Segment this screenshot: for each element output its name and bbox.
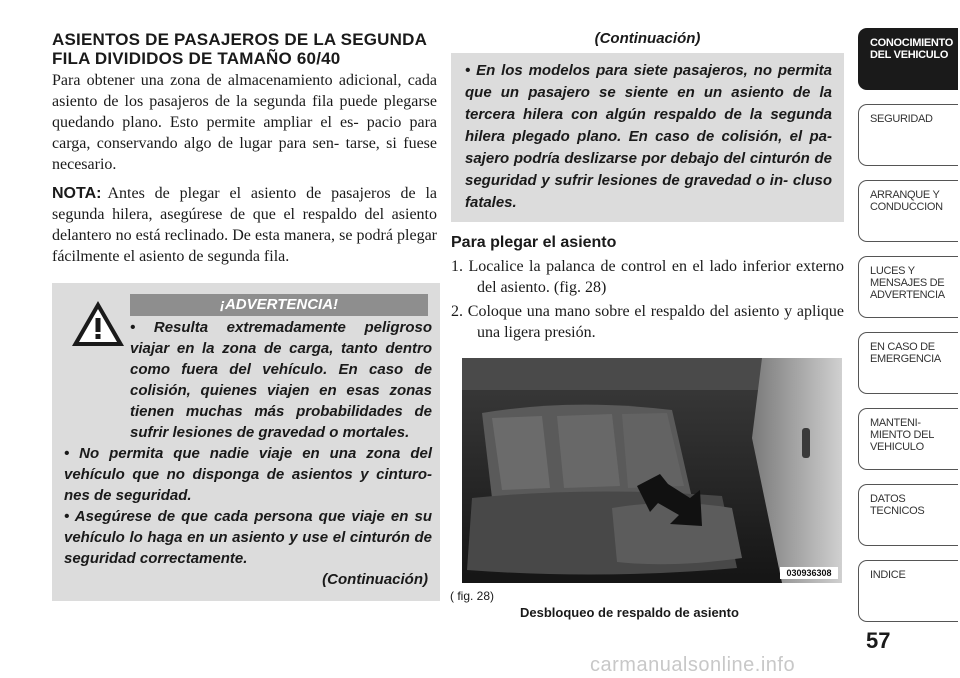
step-item: 1. Localice la palanca de control en el lado inferior externo del asiento. (fig. 28) [451, 258, 844, 296]
note-paragraph [52, 183, 437, 267]
tab-indice[interactable]: INDICE [858, 560, 958, 622]
watermark: carmanualsonline.info [590, 654, 796, 676]
tab-arranque-y-conduccion[interactable]: ARRANQUE Y CONDUCCION [858, 180, 958, 242]
section-title: ASIENTOS DE PASAJEROS DE LA SEGUNDA FILA DIVIDIDOS DE TAMAÑO 60/40 [52, 30, 427, 68]
tab-conocimiento-del-vehiculo[interactable]: CONOCIMIENTO DEL VEHICULO [858, 28, 958, 90]
step-item: 2. Coloque una mano sobre el respaldo del asiento y aplique una ligera presión. [451, 303, 844, 341]
seat-photo-illustration [462, 358, 842, 583]
tab-luces-y-mensajes[interactable]: LUCES Y MENSAJES DE ADVERTENCIA [858, 256, 958, 318]
note-text: Antes de plegar el asiento de pasajeros de la segunda hilera, asegúrese de que el respaldo del asiento delantero no está reclinado. De esta manera, se podrá plegar fácilmente el asiento de segunda fila. [52, 185, 437, 265]
left-column [52, 30, 437, 267]
figure-reference: ( fig. 28) [450, 589, 495, 603]
steps-list [451, 256, 844, 343]
warning-box [52, 283, 440, 601]
right-column [451, 30, 844, 346]
page-number: 57 [866, 628, 891, 653]
continued-warning-box [451, 53, 844, 222]
fold-seat-heading: Para plegar el asiento [451, 234, 617, 251]
intro-paragraph: Para obtener una zona de almacenamiento adicional, cada asiento de los pasajeros de la segunda fila puede plegarse quedando plano. Esto permite ampliar el es- pacio para carga, conservando algo de lugar para sen- tarse, si fuese necesario. [52, 72, 437, 173]
warning-list [64, 317, 432, 569]
note-label: NOTA: [52, 185, 102, 202]
tab-en-caso-de-emergencia[interactable]: EN CASO DE EMERGENCIA [858, 332, 958, 394]
tab-datos-tecnicos[interactable]: DATOS TECNICOS [858, 484, 958, 546]
chapter-tabs [858, 28, 960, 636]
continued-label: (Continuación) [594, 30, 701, 47]
warning-item: • Asegúrese de que cada persona que viaje en su vehículo lo haga en un asiento y use el cinturón de seguridad correctamente. [64, 508, 432, 567]
continued-warning-text: • En los modelos para siete pasajeros, no permita que un pasajero se siente en un asiento de la tercera hilera con algún respaldo de la segunda hilera plegado plano. En caso de colisión, el pa- sajero podría deslizarse por debajo del cinturón de seguridad y sufrir lesiones de gravedad o in- cluso fatales. [465, 62, 832, 211]
warning-item: • No permita que nadie viaje en una zona del vehículo que no disponga de asientos y cinturo- nes de seguridad. [64, 445, 432, 504]
warning-header: ¡ADVERTENCIA! [130, 294, 428, 316]
figure-caption: Desbloqueo de respaldo de asiento [520, 605, 739, 620]
warning-item: • Resulta extremadamente peligroso viajar en la zona de carga, tanto dentro como fuera del vehículo. En caso de colisión, quienes viajen en esas zonas tienen muchas más probabilidades de sufrir lesiones de gravedad o mortales. [130, 319, 432, 441]
warning-continued: (Continuación) [322, 571, 428, 588]
photo-code: 030936308 [786, 568, 832, 578]
tab-mantenimiento[interactable]: MANTENI- MIENTO DEL VEHICULO [858, 408, 958, 470]
seat-release-photo [462, 358, 842, 583]
tab-seguridad[interactable]: SEGURIDAD [858, 104, 958, 166]
